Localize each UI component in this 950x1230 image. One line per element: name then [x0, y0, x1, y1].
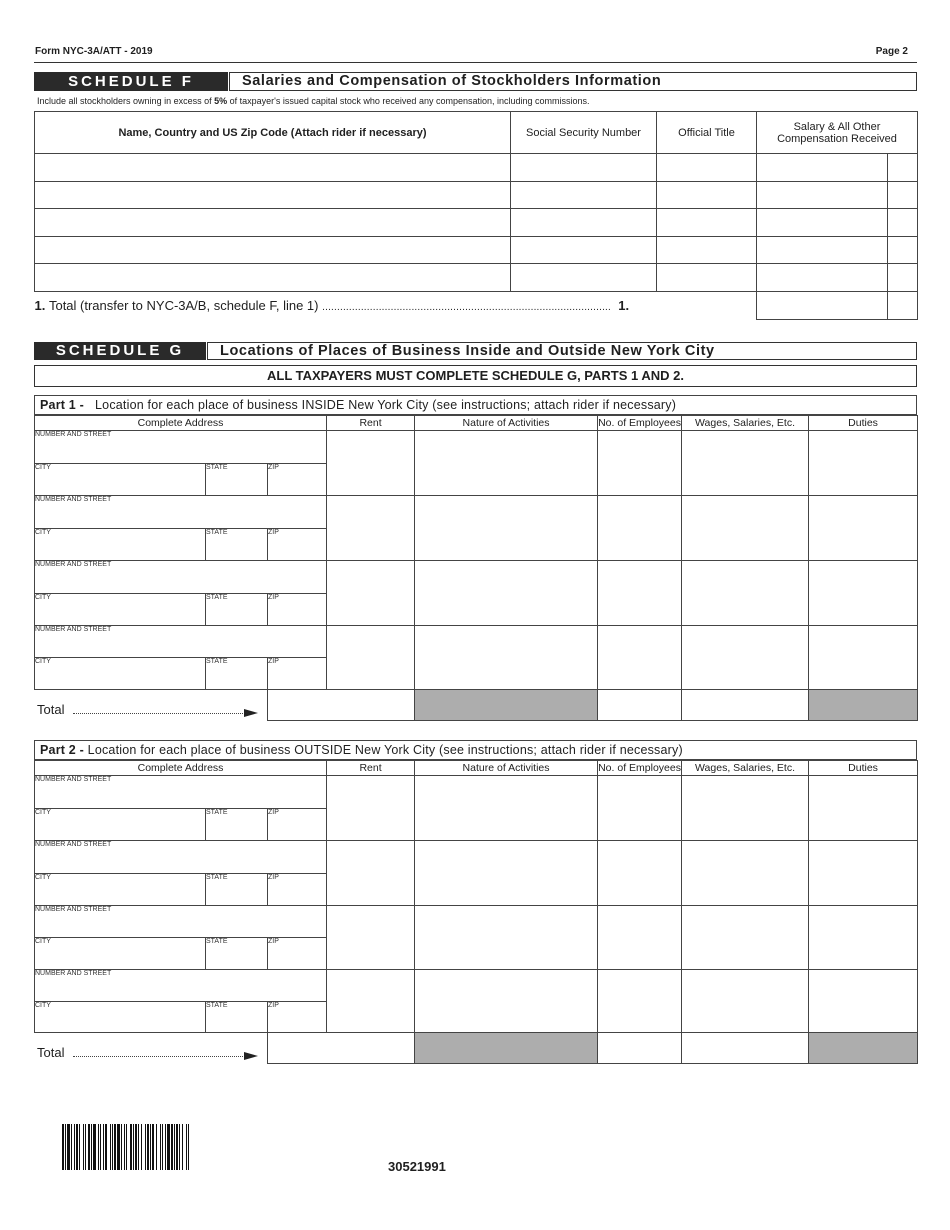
wages-input[interactable]	[682, 431, 809, 496]
schedule-g-notice: ALL TAXPAYERS MUST COMPLETE SCHEDULE G, PARTS 1 AND 2.	[34, 365, 917, 387]
name-input[interactable]	[35, 154, 511, 182]
ssn-input[interactable]	[511, 154, 657, 182]
schedule-g-tag: SCHEDULE G	[34, 342, 206, 360]
salary-input[interactable]	[757, 209, 888, 237]
schedule-f-table	[34, 111, 918, 320]
street-input[interactable]	[35, 561, 327, 594]
duties-input[interactable]	[809, 626, 918, 690]
city-label: CITY	[35, 1002, 51, 1009]
state-label: STATE	[206, 529, 228, 536]
street-label: NUMBER AND STREET	[35, 626, 112, 633]
city-label: CITY	[35, 464, 51, 471]
duties-input[interactable]	[809, 906, 918, 970]
street-label: NUMBER AND STREET	[35, 906, 112, 913]
part1-nature-total-shaded	[415, 690, 598, 721]
part2-total-label-cell	[35, 1033, 268, 1064]
nature-header: Nature of Activities	[415, 416, 598, 431]
salary-input[interactable]	[757, 264, 888, 292]
state-input[interactable]	[206, 938, 268, 970]
zip-label: ZIP	[268, 938, 279, 945]
title-input[interactable]	[657, 154, 757, 182]
nature-input[interactable]	[415, 496, 598, 561]
page-number: Page 2	[875, 46, 908, 57]
salary-input[interactable]	[757, 236, 888, 264]
nature-input[interactable]	[415, 776, 598, 841]
address-header: Complete Address	[35, 761, 327, 776]
barcode	[62, 1124, 270, 1170]
street-label: NUMBER AND STREET	[35, 970, 112, 977]
title-input[interactable]	[657, 181, 757, 209]
name-input[interactable]	[35, 209, 511, 237]
zip-input[interactable]	[268, 529, 327, 561]
address-header: Complete Address	[35, 416, 327, 431]
nature-input[interactable]	[415, 626, 598, 690]
state-input[interactable]	[206, 658, 268, 690]
employees-input[interactable]	[598, 561, 682, 626]
state-input[interactable]	[206, 809, 268, 841]
zip-label: ZIP	[268, 594, 279, 601]
zip-label: ZIP	[268, 1002, 279, 1009]
street-input[interactable]	[35, 906, 327, 938]
ssn-input[interactable]	[511, 264, 657, 292]
arrow-right-icon	[244, 1052, 258, 1060]
street-input[interactable]	[35, 496, 327, 529]
zip-input[interactable]	[268, 464, 327, 496]
schedule-f-title: Salaries and Compensation of Stockholders Information	[229, 72, 917, 91]
wages-input[interactable]	[682, 561, 809, 626]
part2-title: Part 2 - Location for each place of business OUTSIDE New York City (see instructions; attach rider if necessary)	[34, 740, 917, 760]
rent-input[interactable]	[327, 561, 415, 626]
part1-title: Part 1 - Location for each place of business INSIDE New York City (see instructions; attach rider if necessary)	[34, 395, 917, 415]
city-input[interactable]	[35, 809, 206, 841]
part2-total-leader	[73, 1056, 243, 1057]
wages-input[interactable]	[682, 776, 809, 841]
title-input[interactable]	[657, 236, 757, 264]
zip-label: ZIP	[268, 874, 279, 881]
col-name-header: Name, Country and US Zip Code (Attach rider if necessary)	[35, 112, 511, 154]
employees-input[interactable]	[598, 906, 682, 970]
part1-duties-total-shaded	[809, 690, 918, 721]
rent-input[interactable]	[327, 906, 415, 970]
salary-input[interactable]	[757, 181, 888, 209]
salary-total-cents-input[interactable]	[888, 291, 918, 319]
street-input[interactable]	[35, 431, 327, 464]
part2-rent-total-input[interactable]	[268, 1033, 415, 1064]
form-number: 30521991	[388, 1159, 446, 1174]
barcode-bar	[189, 1124, 191, 1170]
ssn-input[interactable]	[511, 209, 657, 237]
city-input[interactable]	[35, 464, 206, 496]
employees-header: No. of Employees	[598, 762, 681, 774]
nature-header: Nature of Activities	[415, 761, 598, 776]
employees-input[interactable]	[598, 626, 682, 690]
nature-input[interactable]	[415, 561, 598, 626]
city-input[interactable]	[35, 874, 206, 906]
city-label: CITY	[35, 874, 51, 881]
part2-total-label: Total	[37, 1045, 65, 1060]
zip-input[interactable]	[268, 809, 327, 841]
duties-input[interactable]	[809, 431, 918, 496]
name-input[interactable]	[35, 264, 511, 292]
schedule-f-total-line: 1. Total (transfer to NYC-3A/B, schedule F, line 1) ................................................................................................. 1.	[35, 291, 757, 319]
schedule-f-instruction: Include all stockholders owning in excess of 5% of taxpayer's issued capital stock who received any compensation, including commissions.	[37, 96, 590, 106]
part1-employees-total-input[interactable]	[598, 690, 682, 721]
duties-input[interactable]	[809, 970, 918, 1033]
part2-nature-total-shaded	[415, 1033, 598, 1064]
street-label: NUMBER AND STREET	[35, 496, 112, 503]
employees-input[interactable]	[598, 496, 682, 561]
title-input[interactable]	[657, 264, 757, 292]
city-input[interactable]	[35, 594, 206, 626]
rent-input[interactable]	[327, 431, 415, 496]
stockholder-row	[35, 181, 918, 209]
header-rule	[34, 62, 917, 63]
col-salary-header: Salary & All Other Compensation Received	[757, 112, 918, 154]
stockholder-row	[35, 236, 918, 264]
ssn-input[interactable]	[511, 181, 657, 209]
street-label: NUMBER AND STREET	[35, 431, 112, 438]
arrow-right-icon	[244, 709, 258, 717]
state-input[interactable]	[206, 1002, 268, 1033]
part1-total-leader	[73, 713, 243, 714]
city-label: CITY	[35, 658, 51, 665]
part1-rent-total-input[interactable]	[268, 690, 415, 721]
part2-table	[34, 760, 918, 1064]
employees-input[interactable]	[598, 431, 682, 496]
employees-input[interactable]	[598, 776, 682, 841]
salary-cents-input[interactable]	[888, 209, 918, 237]
duties-input[interactable]	[809, 561, 918, 626]
stockholder-row	[35, 154, 918, 182]
form-id: Form NYC-3A/ATT - 2019	[35, 46, 153, 57]
street-input[interactable]	[35, 970, 327, 1002]
zip-label: ZIP	[268, 464, 279, 471]
rent-input[interactable]	[327, 626, 415, 690]
zip-label: ZIP	[268, 529, 279, 536]
wages-input[interactable]	[682, 970, 809, 1033]
duties-header: Duties	[809, 761, 918, 776]
part1-total-label: Total	[37, 702, 65, 717]
state-label: STATE	[206, 809, 228, 816]
rent-input[interactable]	[327, 496, 415, 561]
part2-employees-total-input[interactable]	[598, 1033, 682, 1064]
part1-total-label-cell	[35, 690, 268, 721]
zip-input[interactable]	[268, 658, 327, 690]
wages-input[interactable]	[682, 841, 809, 906]
schedule-f-tag: SCHEDULE F	[34, 72, 228, 91]
city-input[interactable]	[35, 1002, 206, 1033]
zip-label: ZIP	[268, 658, 279, 665]
salary-cents-input[interactable]	[888, 154, 918, 182]
zip-input[interactable]	[268, 594, 327, 626]
name-input[interactable]	[35, 181, 511, 209]
rent-header: Rent	[327, 761, 415, 776]
part2-duties-total-shaded	[809, 1033, 918, 1064]
city-input[interactable]	[35, 938, 206, 970]
city-label: CITY	[35, 809, 51, 816]
salary-input[interactable]	[757, 154, 888, 182]
rent-input[interactable]	[327, 970, 415, 1033]
wages-input[interactable]	[682, 626, 809, 690]
salary-cents-input[interactable]	[888, 236, 918, 264]
stockholder-row	[35, 264, 918, 292]
title-input[interactable]	[657, 209, 757, 237]
street-input[interactable]	[35, 776, 327, 809]
state-input[interactable]	[206, 594, 268, 626]
street-label: NUMBER AND STREET	[35, 841, 112, 848]
duties-input[interactable]	[809, 841, 918, 906]
street-input[interactable]	[35, 841, 327, 874]
city-label: CITY	[35, 938, 51, 945]
zip-input[interactable]	[268, 1002, 327, 1033]
city-label: CITY	[35, 594, 51, 601]
nature-input[interactable]	[415, 970, 598, 1033]
street-label: NUMBER AND STREET	[35, 776, 112, 783]
duties-input[interactable]	[809, 496, 918, 561]
state-label: STATE	[206, 658, 228, 665]
salary-cents-input[interactable]	[888, 264, 918, 292]
nature-input[interactable]	[415, 431, 598, 496]
wages-header: Wages, Salaries, Etc.	[682, 416, 809, 431]
state-input[interactable]	[206, 874, 268, 906]
rent-input[interactable]	[327, 841, 415, 906]
duties-header: Duties	[809, 416, 918, 431]
wages-input[interactable]	[682, 906, 809, 970]
city-input[interactable]	[35, 658, 206, 690]
state-label: STATE	[206, 874, 228, 881]
col-title-header: Official Title	[657, 112, 757, 154]
state-label: STATE	[206, 594, 228, 601]
part1-table	[34, 415, 918, 721]
employees-input[interactable]	[598, 970, 682, 1033]
state-label: STATE	[206, 938, 228, 945]
schedule-g-title: Locations of Places of Business Inside and Outside New York City	[207, 342, 917, 360]
city-label: CITY	[35, 529, 51, 536]
zip-label: ZIP	[268, 809, 279, 816]
duties-input[interactable]	[809, 776, 918, 841]
name-input[interactable]	[35, 236, 511, 264]
col-ssn-header: Social Security Number	[511, 112, 657, 154]
state-label: STATE	[206, 464, 228, 471]
street-label: NUMBER AND STREET	[35, 561, 112, 568]
wages-input[interactable]	[682, 496, 809, 561]
part1-wages-total-input[interactable]	[682, 690, 809, 721]
employees-input[interactable]	[598, 841, 682, 906]
employees-header: No. of Employees	[598, 417, 681, 429]
salary-cents-input[interactable]	[888, 181, 918, 209]
rent-input[interactable]	[327, 776, 415, 841]
state-label: STATE	[206, 1002, 228, 1009]
ssn-input[interactable]	[511, 236, 657, 264]
nature-input[interactable]	[415, 906, 598, 970]
nature-input[interactable]	[415, 841, 598, 906]
street-input[interactable]	[35, 626, 327, 658]
state-input[interactable]	[206, 464, 268, 496]
state-input[interactable]	[206, 529, 268, 561]
city-input[interactable]	[35, 529, 206, 561]
zip-input[interactable]	[268, 938, 327, 970]
wages-header: Wages, Salaries, Etc.	[682, 761, 809, 776]
part2-wages-total-input[interactable]	[682, 1033, 809, 1064]
zip-input[interactable]	[268, 874, 327, 906]
salary-total-input[interactable]	[757, 291, 888, 319]
stockholder-row	[35, 209, 918, 237]
rent-header: Rent	[327, 416, 415, 431]
